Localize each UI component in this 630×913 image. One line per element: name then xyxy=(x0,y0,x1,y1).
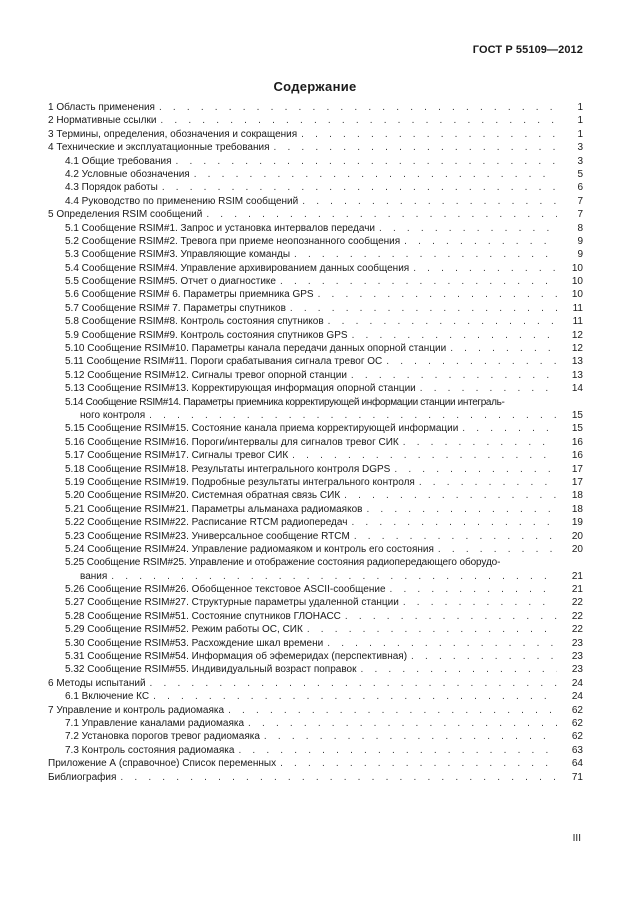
toc-page-number: 7 xyxy=(577,195,583,207)
toc-entry[interactable] xyxy=(48,530,583,543)
toc-page-number: 17 xyxy=(571,463,583,475)
toc-page-number: 21 xyxy=(571,570,583,582)
toc-entry[interactable] xyxy=(48,141,583,154)
toc-entry[interactable] xyxy=(48,610,583,623)
toc-page-number: 3 xyxy=(577,142,583,154)
toc-page-number: 22 xyxy=(571,597,583,609)
toc-entry-text: 6 Методы испытаний xyxy=(48,677,146,689)
toc-entry[interactable] xyxy=(48,128,583,141)
toc-entry-text: 5.14 Сообщение RSIM#14. Параметры приемника корректирующей информации станции интеграль- xyxy=(65,396,505,408)
dot-leader xyxy=(264,730,557,743)
dot-leader xyxy=(162,181,557,194)
toc-entry-text: 5.26 Сообщение RSIM#26. Обобщенное текстовое ASCII-сообщение xyxy=(65,584,386,596)
dot-leader xyxy=(159,101,557,114)
toc-entry-text: 4.3 Порядок работы xyxy=(65,182,158,194)
toc-page-number: 20 xyxy=(571,543,583,555)
toc-entry-text-continued: ного контроля xyxy=(80,409,146,421)
dot-leader xyxy=(328,315,557,328)
toc-entry[interactable] xyxy=(48,235,583,248)
dot-leader xyxy=(438,543,557,556)
toc-page-number: 14 xyxy=(571,383,583,395)
toc-page-number: 62 xyxy=(571,731,583,743)
toc-entry-text: 5.17 Сообщение RSIM#17. Сигналы тревог СИК xyxy=(65,450,289,462)
dot-leader xyxy=(394,463,557,476)
dot-leader xyxy=(404,235,557,248)
toc-page-number: 12 xyxy=(571,343,583,355)
toc-entry-text: 5.5 Сообщение RSIM#5. Отчет о диагностике xyxy=(65,276,276,288)
toc-entry-text: Приложение А (справочное) Список переменных xyxy=(48,758,277,770)
dot-leader xyxy=(120,771,557,784)
toc-entry-text: 5.19 Сообщение RSIM#19. Подробные результаты интегрального контроля xyxy=(65,476,415,488)
dot-leader xyxy=(450,342,557,355)
toc-entry-text: 5.2 Сообщение RSIM#2. Тревога при приеме неопознанного сообщения xyxy=(65,235,401,247)
dot-leader xyxy=(354,530,557,543)
toc-entry-text: 1 Область применения xyxy=(48,102,155,113)
toc-entry[interactable] xyxy=(48,556,583,583)
dot-leader xyxy=(149,409,557,422)
toc-entry[interactable] xyxy=(48,583,583,596)
toc-page-number: 3 xyxy=(577,155,583,167)
toc-entry-text: 5.6 Сообщение RSIM# 6. Параметры приемника GPS xyxy=(65,289,314,301)
dot-leader xyxy=(292,449,557,462)
toc-page-number: 20 xyxy=(571,530,583,542)
toc-entry[interactable] xyxy=(48,663,583,676)
toc-entry-text: 5.12 Сообщение RSIM#12. Сигналы тревог опорной станции xyxy=(65,369,347,381)
toc-page-number: 23 xyxy=(571,651,583,663)
toc-page-number: 10 xyxy=(571,262,583,274)
toc-entry-text: 7 Управление и контроль радиомаяка xyxy=(48,704,225,716)
dot-leader xyxy=(344,489,557,502)
page-number: III xyxy=(572,833,581,844)
toc-page-number: 6 xyxy=(577,182,583,194)
toc-entry[interactable] xyxy=(48,744,583,757)
toc-entry[interactable] xyxy=(48,342,583,355)
toc-page-number: 21 xyxy=(571,584,583,596)
toc-entry[interactable] xyxy=(48,302,583,315)
dot-leader xyxy=(290,302,557,315)
toc-entry-text: 5.11 Сообщение RSIM#11. Пороги срабатывания сигнала тревог ОС xyxy=(65,356,383,368)
toc-entry-text: 5.8 Сообщение RSIM#8. Контроль состояния спутников xyxy=(65,316,324,328)
toc-page-number: 1 xyxy=(577,102,583,113)
toc-entry[interactable] xyxy=(48,516,583,529)
toc-entry-text: 5.31 Сообщение RSIM#54. Информация об эфемеридах (перспективная) xyxy=(65,651,408,663)
toc-page-number: 8 xyxy=(577,222,583,234)
toc-entry-text: 4.2 Условные обозначения xyxy=(65,168,190,180)
dot-leader xyxy=(153,690,557,703)
toc-entry-text: 5.9 Сообщение RSIM#9. Контроль состояния спутников GPS xyxy=(65,329,348,341)
toc-entry[interactable] xyxy=(48,369,583,382)
toc-entry-text: 3 Термины, определения, обозначения и сокращения xyxy=(48,128,298,140)
toc-entry[interactable] xyxy=(48,650,583,663)
toc-entry[interactable] xyxy=(48,382,583,395)
toc-entry-text: 2 Нормативные ссылки xyxy=(48,115,157,127)
toc-entry-text: 5.3 Сообщение RSIM#3. Управляющие команды xyxy=(65,249,291,261)
toc-entry-text: 5.32 Сообщение RSIM#55. Индивидуальный возраст поправок xyxy=(65,664,357,676)
dot-leader xyxy=(403,436,557,449)
toc-entry-text: 5 Определения RSIM сообщений xyxy=(48,209,203,221)
toc-page-number: 23 xyxy=(571,664,583,676)
dot-leader xyxy=(366,503,557,516)
toc-page-number: 10 xyxy=(571,289,583,301)
toc-page-number: 62 xyxy=(571,717,583,729)
toc-entry-text: 5.13 Сообщение RSIM#13. Корректирующая информация опорной станции xyxy=(65,383,416,395)
toc-entry[interactable] xyxy=(48,637,583,650)
toc-entry[interactable] xyxy=(48,503,583,516)
dot-leader xyxy=(228,704,557,717)
toc-page-number: 64 xyxy=(571,758,583,770)
toc-page-number: 18 xyxy=(571,503,583,515)
toc-entry-text: 6.1 Включение КС xyxy=(65,691,150,703)
dot-leader xyxy=(238,744,557,757)
toc-entry-text: 4 Технические и эксплуатационные требования xyxy=(48,142,270,154)
dot-leader xyxy=(307,623,557,636)
dot-leader xyxy=(462,422,557,435)
dot-leader xyxy=(318,288,557,301)
toc-page-number: 22 xyxy=(571,624,583,636)
toc-page-number: 71 xyxy=(571,771,583,783)
toc-entry[interactable] xyxy=(48,623,583,636)
toc-entry[interactable] xyxy=(48,168,583,181)
toc-page-number: 12 xyxy=(571,329,583,341)
dot-leader xyxy=(301,128,557,141)
toc-entry[interactable] xyxy=(48,771,583,784)
toc-entry[interactable] xyxy=(48,262,583,275)
toc-entry[interactable] xyxy=(48,101,583,114)
toc-entry-text: 5.23 Сообщение RSIM#23. Универсальное сообщение RTCM xyxy=(65,530,350,542)
toc-page-number: 5 xyxy=(577,168,583,180)
dot-leader xyxy=(280,757,557,770)
dot-leader xyxy=(403,596,557,609)
dot-leader xyxy=(111,570,557,583)
toc-entry[interactable] xyxy=(48,596,583,609)
toc-entry-text: 7.1 Управление каналами радиомаяка xyxy=(65,717,245,729)
toc-entry[interactable] xyxy=(48,275,583,288)
toc-page-number: 23 xyxy=(571,637,583,649)
toc-entry-text: 5.30 Сообщение RSIM#53. Расхождение шкал времени xyxy=(65,637,324,649)
toc-entry[interactable] xyxy=(48,757,583,770)
dot-leader xyxy=(273,141,557,154)
toc-page-number: 13 xyxy=(571,356,583,368)
toc-entry[interactable] xyxy=(48,195,583,208)
toc-page-number: 13 xyxy=(571,369,583,381)
toc-page-number: 24 xyxy=(571,691,583,703)
toc-entry-text: 5.22 Сообщение RSIM#22. Расписание RTCM радиопередач xyxy=(65,517,348,529)
toc-page-number: 11 xyxy=(572,316,583,328)
dot-leader xyxy=(360,663,557,676)
dot-leader xyxy=(206,208,557,221)
toc-entry-text: 5.24 Сообщение RSIM#24. Управление радиомаяком и контроль его состояния xyxy=(65,543,434,555)
toc-page-number: 15 xyxy=(571,423,583,435)
toc-entry[interactable] xyxy=(48,208,583,221)
dot-leader xyxy=(351,369,557,382)
toc-entry-text: 5.10 Сообщение RSIM#10. Параметры канала передачи данных опорной станции xyxy=(65,343,447,355)
toc-entry-text: 5.29 Сообщение RSIM#52. Режим работы ОС, СИК xyxy=(65,624,303,636)
toc-page-number: 62 xyxy=(571,704,583,716)
toc-entry[interactable] xyxy=(48,181,583,194)
dot-leader xyxy=(386,355,557,368)
toc-entry[interactable] xyxy=(48,463,583,476)
toc-page-number: 9 xyxy=(577,249,583,261)
toc-entry[interactable] xyxy=(48,449,583,462)
toc-entry-text-continued: вания xyxy=(80,570,108,582)
toc-entry[interactable] xyxy=(48,315,583,328)
table-of-contents xyxy=(48,101,583,784)
toc-entry[interactable] xyxy=(48,717,583,730)
dot-leader xyxy=(420,382,557,395)
dot-leader xyxy=(411,650,557,663)
dot-leader xyxy=(302,195,557,208)
dot-leader xyxy=(327,637,557,650)
dot-leader xyxy=(194,168,557,181)
toc-entry[interactable] xyxy=(48,476,583,489)
toc-entry-text: Библиография xyxy=(48,771,117,783)
toc-entry-text: 5.28 Сообщение RSIM#51. Состояние спутников ГЛОНАСС xyxy=(65,610,341,622)
toc-page-number: 16 xyxy=(571,436,583,448)
toc-page-number: 22 xyxy=(571,610,583,622)
toc-entry[interactable] xyxy=(48,114,583,127)
toc-entry[interactable] xyxy=(48,436,583,449)
toc-page-number: 1 xyxy=(577,128,583,140)
toc-entry[interactable] xyxy=(48,396,583,423)
toc-entry[interactable] xyxy=(48,155,583,168)
toc-page-number: 18 xyxy=(571,490,583,502)
toc-entry[interactable] xyxy=(48,730,583,743)
toc-entry[interactable] xyxy=(48,422,583,435)
dot-leader xyxy=(176,155,557,168)
toc-entry-text: 5.1 Сообщение RSIM#1. Запрос и установка интервалов передачи xyxy=(65,222,375,234)
toc-page-number: 15 xyxy=(571,409,583,421)
toc-entry-text: 5.15 Сообщение RSIM#15. Состояние канала приема корректирующей информации xyxy=(65,423,459,435)
toc-page-number: 11 xyxy=(572,302,583,314)
dot-leader xyxy=(160,114,557,127)
toc-entry[interactable] xyxy=(48,704,583,717)
toc-entry[interactable] xyxy=(48,222,583,235)
toc-page-number: 19 xyxy=(571,517,583,529)
toc-entry[interactable] xyxy=(48,690,583,703)
toc-entry[interactable] xyxy=(48,543,583,556)
toc-entry-text: 7.3 Контроль состояния радиомаяка xyxy=(65,744,235,756)
toc-page-number: 16 xyxy=(571,450,583,462)
toc-page-number: 17 xyxy=(571,476,583,488)
toc-entry-text: 5.7 Сообщение RSIM# 7. Параметры спутников xyxy=(65,302,286,314)
dot-leader xyxy=(280,275,557,288)
dot-leader xyxy=(390,583,557,596)
dot-leader xyxy=(150,677,557,690)
dot-leader xyxy=(248,717,557,730)
toc-entry[interactable] xyxy=(48,355,583,368)
toc-entry[interactable] xyxy=(48,288,583,301)
toc-entry-text: 5.20 Сообщение RSIM#20. Системная обратная связь СИК xyxy=(65,490,341,502)
toc-entry-text: 4.1 Общие требования xyxy=(65,155,172,167)
dot-leader xyxy=(419,476,557,489)
dot-leader xyxy=(351,516,557,529)
toc-page-number: 9 xyxy=(577,235,583,247)
toc-entry-text: 5.21 Сообщение RSIM#21. Параметры альманаха радиомаяков xyxy=(65,503,363,515)
dot-leader xyxy=(345,610,557,623)
toc-entry-text: 5.4 Сообщение RSIM#4. Управление архивированием данных сообщения xyxy=(65,262,410,274)
toc-entry-text: 5.25 Сообщение RSIM#25. Управление и отображение состояния радиопередающего оборудо- xyxy=(65,557,501,569)
toc-page-number: 1 xyxy=(577,115,583,127)
toc-page-number: 10 xyxy=(571,276,583,288)
toc-page-number: 7 xyxy=(577,209,583,221)
standard-number: ГОСТ Р 55109—2012 xyxy=(472,44,583,56)
toc-entry[interactable] xyxy=(48,677,583,690)
toc-entry-text: 5.27 Сообщение RSIM#27. Структурные параметры удаленной станции xyxy=(65,597,399,609)
toc-entry-text: 5.16 Сообщение RSIM#16. Пороги/интервалы для сигналов тревог СИК xyxy=(65,436,399,448)
toc-entry-text: 4.4 Руководство по применению RSIM сообщений xyxy=(65,195,299,207)
dot-leader xyxy=(294,248,557,261)
toc-page-number: 24 xyxy=(571,677,583,689)
dot-leader xyxy=(413,262,557,275)
page-title: Содержание xyxy=(273,79,357,94)
toc-entry[interactable] xyxy=(48,489,583,502)
toc-entry[interactable] xyxy=(48,329,583,342)
dot-leader xyxy=(352,329,557,342)
toc-entry-text: 7.2 Установка порогов тревог радиомаяка xyxy=(65,731,260,743)
toc-entry[interactable] xyxy=(48,248,583,261)
toc-entry-text: 5.18 Сообщение RSIM#18. Результаты интегрального контроля DGPS xyxy=(65,463,391,475)
toc-page-number: 63 xyxy=(571,744,583,756)
dot-leader xyxy=(379,222,557,235)
